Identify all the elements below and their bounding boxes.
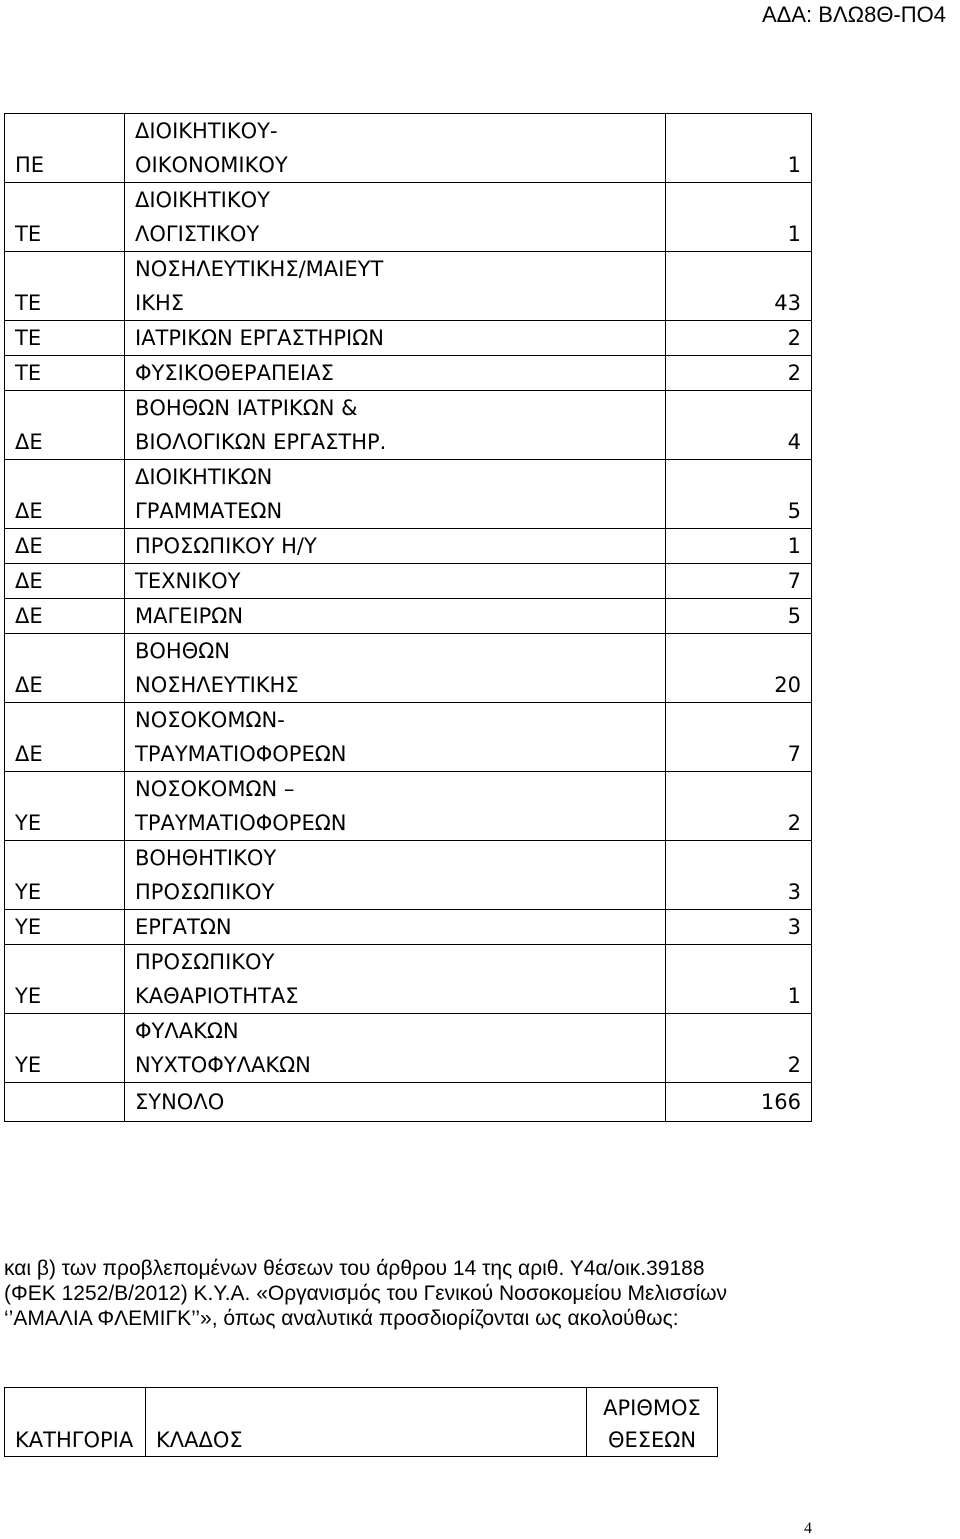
staff-table-body [5, 114, 812, 1083]
table-row [5, 841, 812, 910]
category-cell: ΔΕ [5, 703, 125, 772]
class-cell [125, 252, 666, 321]
category-cell: ΔΕ [5, 599, 125, 634]
count-cell: 7 [666, 703, 812, 772]
table-row [5, 356, 812, 391]
count-cell: 20 [666, 634, 812, 703]
staff-positions-table [4, 113, 812, 1122]
table-row [5, 1014, 812, 1083]
class-cell [125, 945, 666, 1014]
positions-header-table [4, 1387, 718, 1457]
page-number: 4 [804, 1520, 812, 1537]
class-line: ΠΡΟΣΩΠΙΚΟΥ [135, 880, 275, 904]
count-cell: 1 [666, 529, 812, 564]
class-line: ΔΙΟΙΚΗΤΙΚΩΝ [135, 465, 273, 489]
count-cell: 2 [666, 1014, 812, 1083]
class-cell [125, 634, 666, 703]
category-cell: ΔΕ [5, 564, 125, 599]
class-line: ΤΡΑΥΜΑΤΙΟΦΟΡΕΩΝ [135, 742, 347, 766]
class-line: ΤΡΑΥΜΑΤΙΟΦΟΡΕΩΝ [135, 811, 347, 835]
count-cell: 3 [666, 841, 812, 910]
count-cell: 7 [666, 564, 812, 599]
class-line: ΓΡΑΜΜΑΤΕΩΝ [135, 499, 283, 523]
paragraph [4, 1256, 944, 1331]
class-line: ΕΡΓΑΤΩΝ [135, 915, 232, 939]
paragraph-line-3: ‘’ΑΜΑΛΙΑ ΦΛΕΜΙΓΚ’’», όπως αναλυτικά προσδιορίζονται ως ακολούθως: [4, 1307, 679, 1330]
class-line: ΝΟΣΟΚΟΜΩΝ- [135, 708, 285, 732]
class-line: ΚΑΘΑΡΙΟΤΗΤΑΣ [135, 984, 299, 1008]
total-empty-cell [5, 1083, 125, 1122]
count-cell: 2 [666, 356, 812, 391]
table-row [5, 564, 812, 599]
category-cell: ΔΕ [5, 460, 125, 529]
class-cell [125, 114, 666, 183]
class-line: ΔΙΟΙΚΗΤΙΚΟΥ- [135, 119, 278, 143]
header-branch: ΚΛΑΔΟΣ [146, 1388, 587, 1457]
class-line: ΒΟΗΘΗΤΙΚΟΥ [135, 846, 277, 870]
class-cell [125, 910, 666, 945]
class-line: ΒΟΗΘΩΝ ΙΑΤΡΙΚΩΝ & [135, 396, 358, 420]
category-cell: ΥΕ [5, 841, 125, 910]
header-positions-line-2: ΘΕΣΕΩΝ [607, 1428, 697, 1452]
count-cell: 5 [666, 599, 812, 634]
class-cell [125, 564, 666, 599]
class-line: ΝΟΣΟΚΟΜΩΝ – [135, 777, 295, 801]
category-cell: ΤΕ [5, 356, 125, 391]
count-cell: 3 [666, 910, 812, 945]
class-cell [125, 183, 666, 252]
class-cell [125, 391, 666, 460]
table-row [5, 252, 812, 321]
total-row [5, 1083, 812, 1122]
class-cell [125, 703, 666, 772]
class-cell [125, 321, 666, 356]
class-line: ΦΥΣΙΚΟΘΕΡΑΠΕΙΑΣ [135, 361, 334, 385]
table-row [5, 183, 812, 252]
category-cell: ΔΕ [5, 529, 125, 564]
header-row [5, 1388, 718, 1457]
class-cell [125, 772, 666, 841]
category-cell: ΥΕ [5, 1014, 125, 1083]
class-line: ΠΡΟΣΩΠΙΚΟΥ Η/Υ [135, 534, 317, 558]
count-cell: 1 [666, 114, 812, 183]
class-line: ΟΙΚΟΝΟΜΙΚΟΥ [135, 153, 288, 177]
count-cell: 4 [666, 391, 812, 460]
table-row [5, 910, 812, 945]
category-cell: ΔΕ [5, 634, 125, 703]
count-cell: 2 [666, 772, 812, 841]
class-line: ΒΙΟΛΟΓΙΚΩΝ ΕΡΓΑΣΤΗΡ. [135, 430, 387, 454]
class-line: ΤΕΧΝΙΚΟΥ [135, 569, 241, 593]
paragraph-line-1: και β) των προβλεπομένων θέσεων του άρθρου 14 της αριθ. Υ4α/οικ.39188 [4, 1257, 705, 1280]
ada-code: ΑΔΑ: ΒΛΩ8Θ-ΠΟ4 [762, 2, 946, 27]
class-line: ΦΥΛΑΚΩΝ [135, 1019, 239, 1043]
category-cell: ΠΕ [5, 114, 125, 183]
class-cell [125, 529, 666, 564]
table-row [5, 391, 812, 460]
table-row [5, 599, 812, 634]
header-category: ΚΑΤΗΓΟΡΙΑ [5, 1388, 146, 1457]
table-row [5, 634, 812, 703]
table-row [5, 114, 812, 183]
class-line: ΒΟΗΘΩΝ [135, 639, 231, 663]
category-cell: ΤΕ [5, 321, 125, 356]
category-cell: ΥΕ [5, 945, 125, 1014]
count-cell: 5 [666, 460, 812, 529]
total-label: ΣΥΝΟΛΟ [125, 1083, 666, 1122]
paragraph-line-2: (ΦΕΚ 1252/Β/2012) Κ.Υ.Α. «Οργανισμός του Γενικού Νοσοκομείου Μελισσίων [4, 1282, 728, 1305]
category-cell: ΥΕ [5, 910, 125, 945]
class-line: ΜΑΓΕΙΡΩΝ [135, 604, 244, 628]
total-count: 166 [666, 1083, 812, 1122]
class-cell [125, 460, 666, 529]
class-cell [125, 356, 666, 391]
category-cell: ΤΕ [5, 183, 125, 252]
category-cell: ΤΕ [5, 252, 125, 321]
class-line: ΠΡΟΣΩΠΙΚΟΥ [135, 950, 275, 974]
class-line: ΝΟΣΗΛΕΥΤΙΚΗΣ/ΜΑΙΕΥΤ [135, 257, 384, 281]
table-row [5, 945, 812, 1014]
table-row [5, 321, 812, 356]
class-line: ΝΟΣΗΛΕΥΤΙΚΗΣ [135, 673, 299, 697]
table-row [5, 772, 812, 841]
class-cell [125, 1014, 666, 1083]
class-line: ΝΥΧΤΟΦΥΛΑΚΩΝ [135, 1053, 311, 1077]
count-cell: 43 [666, 252, 812, 321]
header-positions [587, 1388, 718, 1457]
class-cell [125, 841, 666, 910]
table-row [5, 703, 812, 772]
count-cell: 1 [666, 945, 812, 1014]
class-line: ΛΟΓΙΣΤΙΚΟΥ [135, 222, 260, 246]
class-line: ΙΑΤΡΙΚΩΝ ΕΡΓΑΣΤΗΡΙΩΝ [135, 326, 384, 350]
category-cell: ΥΕ [5, 772, 125, 841]
table-row [5, 460, 812, 529]
table-row [5, 529, 812, 564]
class-cell [125, 599, 666, 634]
class-line: ΙΚΗΣ [135, 291, 185, 315]
class-line: ΔΙΟΙΚΗΤΙΚΟΥ [135, 188, 270, 212]
header-positions-line-1: ΑΡΙΘΜΟΣ [603, 1396, 701, 1420]
count-cell: 1 [666, 183, 812, 252]
count-cell: 2 [666, 321, 812, 356]
category-cell: ΔΕ [5, 391, 125, 460]
